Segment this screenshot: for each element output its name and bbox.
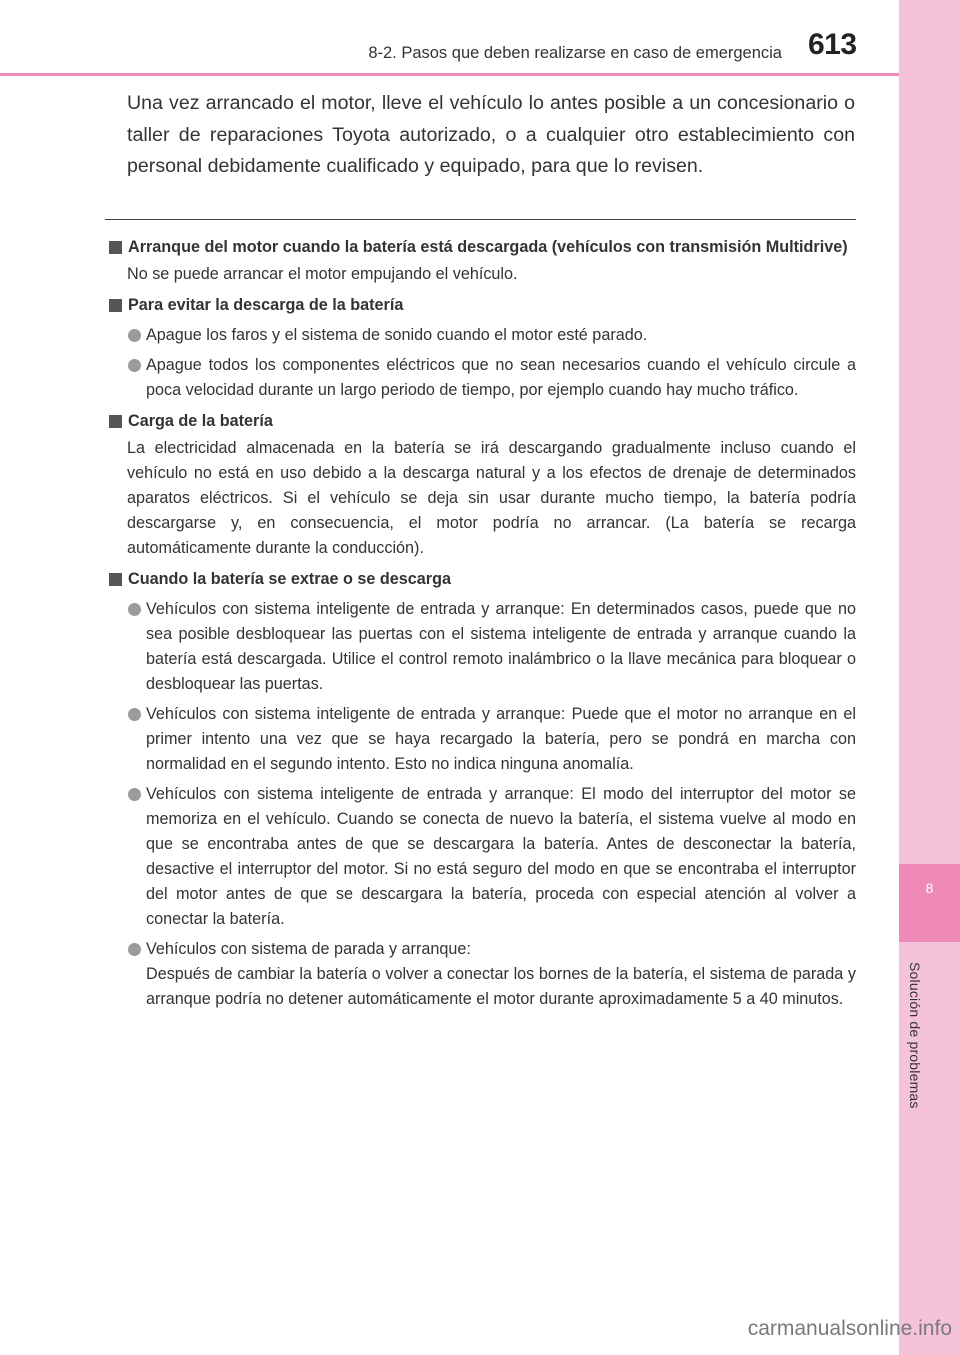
header-rule bbox=[0, 73, 899, 76]
list-item-text: Apague todos los componentes eléctricos que no sean necesarios cuando el vehículo circule a poca velocidad durante un largo periodo de tiempo, por ejemplo cuando hay mucho tráfico. bbox=[146, 356, 856, 399]
watermark: carmanualsonline.info bbox=[747, 1317, 952, 1340]
section-title: 8-2. Pasos que deben realizarse en caso de emergencia bbox=[368, 44, 782, 62]
chapter-number: 8 bbox=[925, 880, 934, 896]
page-number: 613 bbox=[808, 28, 857, 61]
list-item bbox=[105, 702, 856, 777]
content-body bbox=[105, 235, 856, 1012]
circle-bullet-icon bbox=[128, 708, 141, 721]
list-item bbox=[105, 937, 856, 1012]
section-divider bbox=[105, 219, 856, 220]
section-heading bbox=[105, 293, 856, 318]
list-item-text: Vehículos con sistema inteligente de entrada y arranque: Puede que el motor no arranque en el primer intento una vez que se haya recargado la batería, pero se pondrá en marcha con normalidad en el segundo intento. Esto no indica ninguna anomalía. bbox=[146, 705, 856, 773]
section-heading bbox=[105, 235, 856, 260]
square-bullet-icon bbox=[109, 573, 122, 586]
chapter-label: Solución de problemas bbox=[907, 962, 923, 1109]
circle-bullet-icon bbox=[128, 943, 141, 956]
intro-paragraph: Una vez arrancado el motor, lleve el vehículo lo antes posible a un concesionario o taller de reparaciones Toyota autorizado, o a cualquier otro establecimiento con personal debidamente cualificado y equipado, para que lo revisen. bbox=[127, 92, 855, 177]
circle-bullet-icon bbox=[128, 329, 141, 342]
heading-text: Cuando la batería se extrae o se descarga bbox=[128, 570, 451, 588]
chapter-sidebar bbox=[899, 0, 960, 1355]
list-item bbox=[105, 782, 856, 932]
circle-bullet-icon bbox=[128, 603, 141, 616]
section-heading bbox=[105, 567, 856, 592]
section-text: La electricidad almacenada en la batería se irá descargando gradualmente incluso cuando el vehículo no está en uso debido a la descarga natural y a los efectos de drenaje de determinados aparatos eléctricos. Si el vehículo se deja sin usar durante mucho tiempo, la batería podría descargarse y, en consecuencia, el motor podría no arrancar. (La batería se recarga automáticamente durante la conducción). bbox=[127, 439, 856, 557]
square-bullet-icon bbox=[109, 299, 122, 312]
circle-bullet-icon bbox=[128, 788, 141, 801]
circle-bullet-icon bbox=[128, 359, 141, 372]
list-item bbox=[105, 597, 856, 697]
list-item-text: Vehículos con sistema inteligente de entrada y arranque: En determinados casos, puede que no sea posible desbloquear las puertas con el sistema inteligente de entrada y arranque cuando la batería está descargada. Utilice el control remoto inalámbrico o la llave mecánica para bloquear o desbloquear las puertas. bbox=[146, 600, 856, 693]
list-item-text: Después de cambiar la batería o volver a conectar los bornes de la batería, el sistema de parada y arranque podría no detener automáticamente el motor durante aproximadamente 5 a 40 minutos. bbox=[146, 965, 856, 1008]
heading-text: Arranque del motor cuando la batería está descargada (vehículos con transmisión Multidrive) bbox=[128, 238, 848, 256]
section-text: No se puede arrancar el motor empujando el vehículo. bbox=[127, 265, 518, 283]
section-heading bbox=[105, 409, 856, 434]
list-item bbox=[105, 323, 856, 348]
list-item-text: Apague los faros y el sistema de sonido cuando el motor esté parado. bbox=[146, 326, 648, 344]
list-item-text: Vehículos con sistema de parada y arranque: bbox=[146, 940, 471, 958]
heading-text: Para evitar la descarga de la batería bbox=[128, 296, 404, 314]
list-item-text: Vehículos con sistema inteligente de entrada y arranque: El modo del interruptor del motor se memoriza en el vehículo. Cuando se conecta de nuevo la batería, el sistema vuelve al modo en que se encontraba antes de que se descargara la batería. Antes de desconectar la batería, desactive el interruptor del motor. Si no está seguro del modo en que se encontraba el interruptor del motor antes de que se descargara la batería, proceda con especial atención al volver a conectar la batería. bbox=[146, 785, 856, 928]
chapter-tab bbox=[899, 864, 960, 942]
square-bullet-icon bbox=[109, 415, 122, 428]
list-item bbox=[105, 353, 856, 403]
square-bullet-icon bbox=[109, 241, 122, 254]
heading-text: Carga de la batería bbox=[128, 412, 273, 430]
